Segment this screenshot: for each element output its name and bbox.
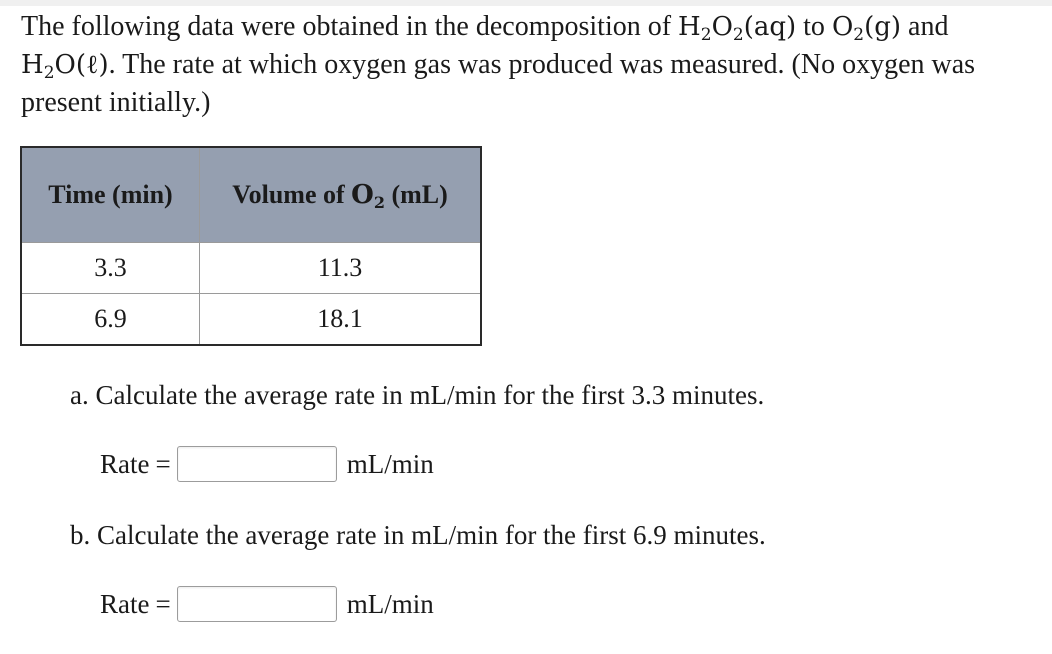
equals-sign: =	[155, 448, 171, 479]
volume-cell: 18.1	[200, 294, 482, 346]
data-table	[20, 146, 482, 346]
header-volume: Volume of $O_2$ (mL)	[200, 147, 482, 243]
rate-input-b[interactable]	[177, 586, 337, 622]
time-cell: 6.9	[21, 294, 200, 346]
rate-label: Rate	[100, 588, 150, 619]
question-a-text: a. Calculate the average rate in mL/min for the first 3.3 minutes.	[70, 380, 765, 410]
header-time: Time (min)	[21, 147, 200, 243]
problem-statement: The following data were obtained in the decomposition of $H_2O_2(aq)$ to $O_2(g)$ and $H_2O(\ell)$. The rate at which oxygen gas was produced was measured. (No oxygen was present initially.)	[21, 11, 976, 118]
time-cell: 3.3	[21, 243, 200, 294]
table-header-row	[21, 147, 481, 243]
o2-formula: $O_2(g)$	[831, 12, 902, 45]
rate-input-a[interactable]	[177, 446, 337, 482]
rate-label: Rate	[100, 448, 150, 479]
h2o-formula: $H_2O(\ell)$	[21, 50, 109, 83]
question-b-text: b. Calculate the average rate in mL/min for the first 6.9 minutes.	[70, 520, 766, 550]
answer-row-a	[100, 446, 434, 482]
table-row	[21, 294, 481, 346]
answer-row-b	[100, 586, 434, 622]
volume-cell: 11.3	[200, 243, 482, 294]
table-row	[21, 243, 481, 294]
h2o2-formula: $H_2O_2(aq)$	[678, 12, 797, 45]
o2-header-formula: $O_2$	[351, 180, 385, 212]
unit-label: mL/min	[346, 588, 434, 619]
unit-label: mL/min	[346, 448, 434, 479]
equals-sign: =	[155, 588, 171, 619]
top-divider	[0, 0, 1052, 6]
